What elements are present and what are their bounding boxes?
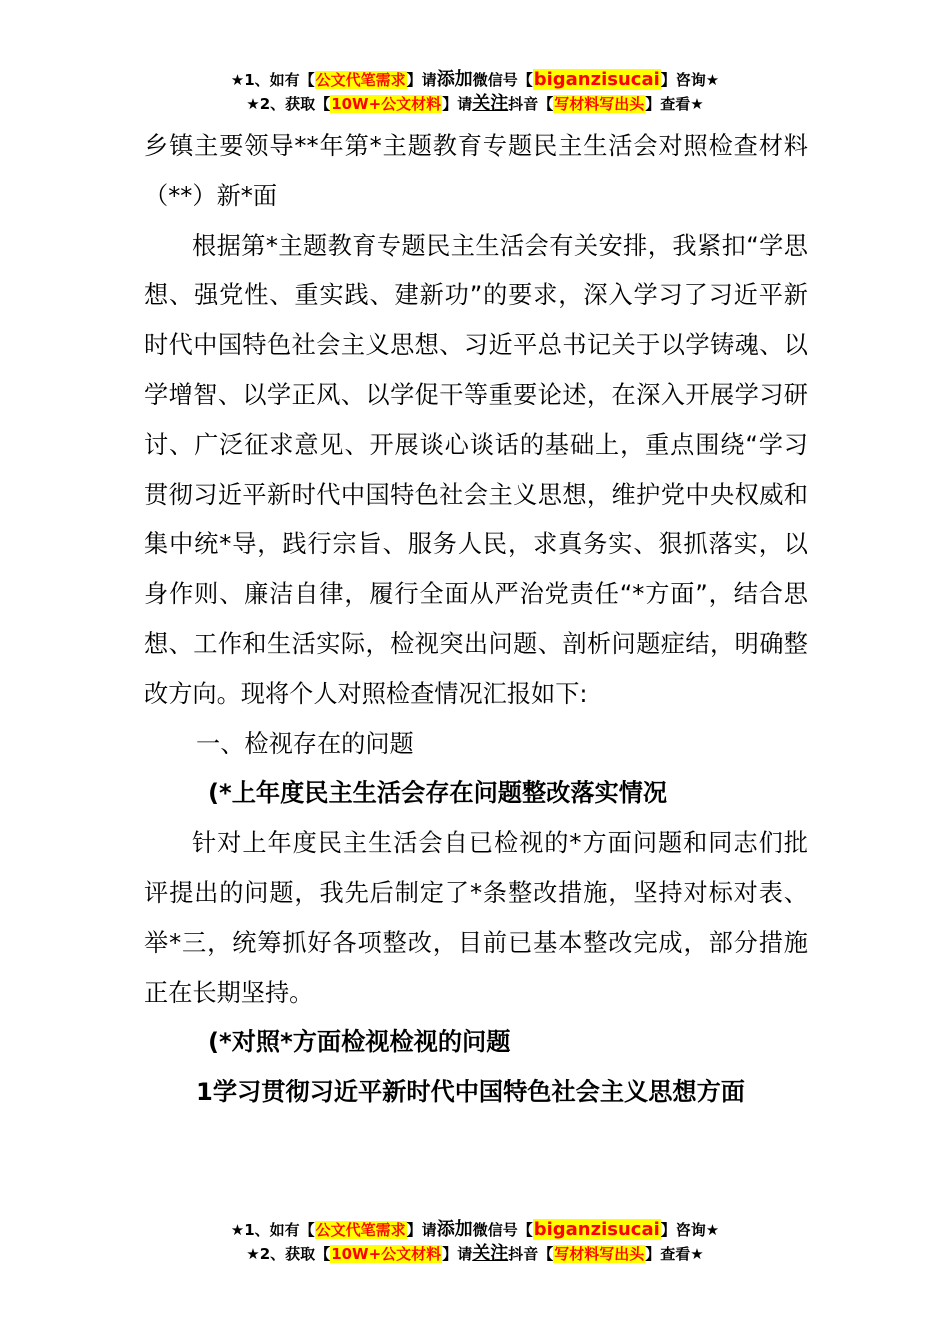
section-heading: 一、检视存在的问题 — [196, 729, 414, 758]
banner-line-2 — [0, 1242, 950, 1266]
banner-text: 微信号【 — [472, 1221, 533, 1239]
document-title: 乡镇主要领导**年第*主题教育专题民主生活会对照检查材料（**）新*面 — [144, 132, 808, 210]
item-heading: 1学习贯彻习近平新时代中国特色社会主义思想方面 — [196, 1078, 745, 1107]
banner-text: ★2、获取【 — [246, 95, 331, 113]
banner-emphasis: 关注 — [472, 93, 509, 114]
banner-text: ★1、如有【 — [230, 1221, 315, 1239]
banner-text: ★1、如有【 — [230, 71, 315, 89]
banner-text: 】查看★ — [645, 95, 704, 113]
banner-highlight: biganzisucai — [533, 1219, 660, 1240]
banner-text: 抖音【 — [508, 1245, 554, 1263]
banner-emphasis: 添加 — [436, 69, 473, 90]
banner-text: 抖音【 — [508, 95, 554, 113]
banner-highlight: biganzisucai — [533, 69, 660, 90]
banner-text: ★2、获取【 — [246, 1245, 331, 1263]
banner-text: 】请 — [442, 1245, 473, 1263]
banner-text: 】请 — [406, 1221, 437, 1239]
banner-text: 微信号【 — [472, 71, 533, 89]
banner-emphasis: 关注 — [472, 1243, 509, 1264]
banner-highlight: 写材料写出头 — [554, 1245, 645, 1263]
subsection-heading: (*上年度民主生活会存在问题整改落实情况 — [208, 779, 668, 808]
intro-paragraph: 根据第*主题教育专题民主生活会有关安排，我紧扣“学思想、强党性、重实践、建新功”的要求，深入学习了习近平新时代中国特色社会主义思想、习近平总书记关于以学铸魂、以学增智、以学正风、以学促干等重要论述，在深入开展学习研讨、广泛征求意见、开展谈心谈话的基础上，重点围绕“学习贯彻习近平新时代中国特色社会主义思想，维护党中央权威和集中统*导，践行宗旨、服务人民，求真务实、狠抓落实，以身作则、廉洁自律，履行全面从严治党责任“*方面”，结合思想、工作和生活实际，检视突出问题、剖析问题症结，明确整改方向。现将个人对照检查情况汇报如下: — [144, 231, 808, 708]
banner-line-1 — [0, 68, 950, 92]
banner-text: 】请 — [406, 71, 437, 89]
banner-emphasis: 添加 — [436, 1219, 473, 1240]
document-body — [144, 122, 808, 1118]
banner-highlight: 公文代笔需求 — [315, 1221, 406, 1239]
top-banner — [0, 68, 950, 116]
body-paragraph: 针对上年度民主生活会自已检视的*方面问题和同志们批评提出的问题，我先后制定了*条整改措施，坚持对标对表、举*三，统筹抓好各项整改，目前已基本整改完成，部分措施正在长期坚持。 — [144, 829, 808, 1007]
bottom-banner — [0, 1218, 950, 1266]
banner-text: 】咨询★ — [660, 1221, 720, 1239]
subsection-heading: (*对照*方面检视检视的问题 — [208, 1028, 511, 1057]
banner-text: 】请 — [442, 95, 473, 113]
banner-line-1 — [0, 1218, 950, 1242]
banner-highlight: 公文代笔需求 — [315, 71, 406, 89]
banner-line-2 — [0, 92, 950, 116]
banner-text: 】查看★ — [645, 1245, 704, 1263]
banner-text: 】咨询★ — [660, 71, 720, 89]
banner-highlight: 10W+公文材料 — [331, 95, 442, 113]
banner-highlight: 写材料写出头 — [554, 95, 645, 113]
banner-highlight: 10W+公文材料 — [331, 1245, 442, 1263]
